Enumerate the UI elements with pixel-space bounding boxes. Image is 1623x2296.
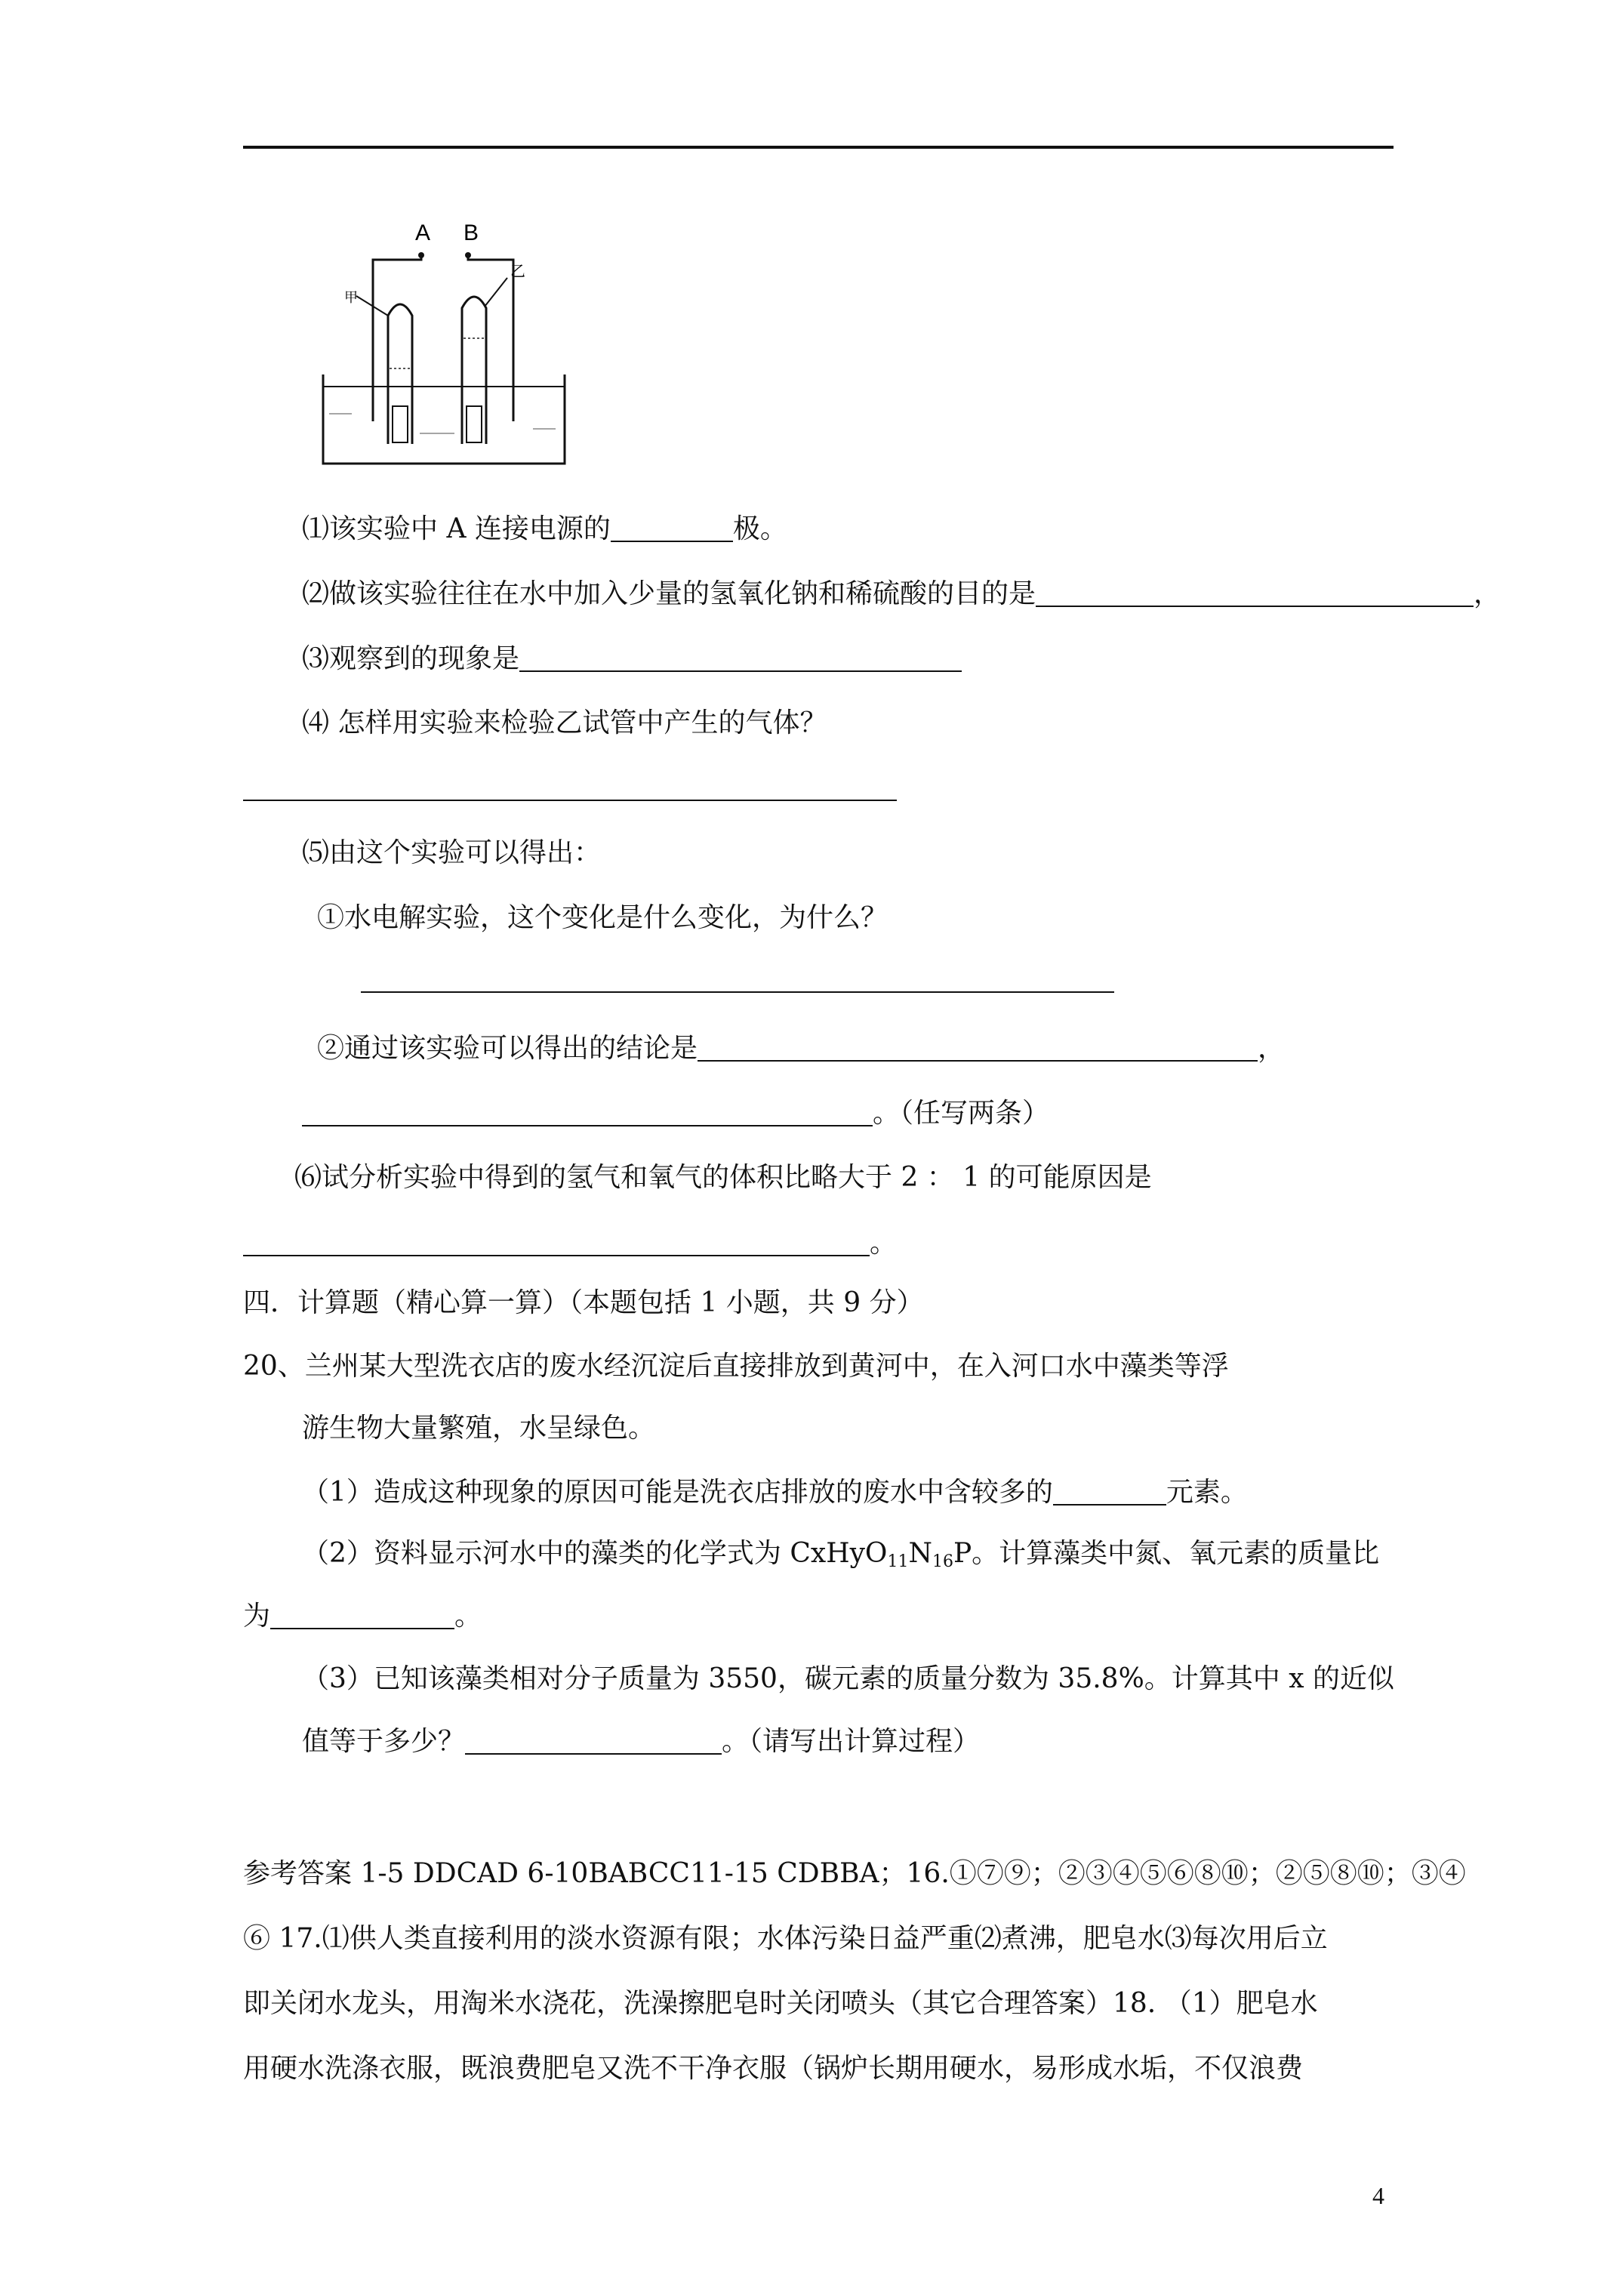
q19-part6-answer [243,1225,897,1262]
q19-part2-text: ⑵做该实验往往在水中加入少量的氢氧化钠和稀硫酸的目的是 [302,578,1036,609]
label-yi: 乙 [510,262,525,280]
tube-yi [462,297,486,444]
q20-part2-line2-tail: 。 [454,1601,482,1632]
q20-part3-blank[interactable] [465,1723,722,1755]
q19-part5-1-answer-line[interactable] [361,991,1114,993]
q20-part3-line2-text: 值等于多少？ [302,1726,466,1757]
answers-line-2-text: ⑥ 17.⑴供人类直接利用的淡水资源有限；水体污染日益严重⑵煮沸，肥皂水⑶每次用后立 [243,1923,1328,1954]
water-trough [323,374,565,464]
q20-stem-1 [243,1348,1229,1385]
q19-part5-text: ⑸由这个实验可以得出： [302,837,602,868]
q19-part5-2b-tail: 。（任写两条） [873,1098,1050,1129]
answers-line-2 [243,1921,1328,1957]
label-b: B [463,220,479,245]
q19-part2-blank[interactable] [1036,575,1474,607]
q19-part4-answer-line[interactable] [243,800,897,801]
section4-heading-text: 四．计算题（精心算一算）（本题包括 1 小题，共 9 分） [243,1287,924,1318]
answers-line-3 [243,1986,1318,2022]
q20-part3-line2-tail: 。（请写出计算过程） [722,1726,981,1757]
q20-part1-tail: 元素。 [1166,1477,1248,1508]
q19-part1-text: ⑴该实验中 A 连接电源的 [302,513,611,544]
q19-part2-tail: ， [1474,578,1501,609]
answers-line-3-text: 即关闭水龙头，用淘米水浇花，洗澡擦肥皂时关闭喷头（其它合理答案）18. （1）肥皂水 [243,1988,1318,2019]
q19-part3-text: ⑶观察到的现象是 [302,643,520,674]
q19-part4 [302,705,827,741]
page-number: 4 [1372,2182,1384,2209]
q19-part5-2-text: ②通过该实验可以得出的结论是 [317,1033,698,1064]
q20-stem-2-text: 游生物大量繁殖，水呈绿色。 [302,1413,656,1444]
q19-part1 [302,510,787,547]
pointer-yi [485,278,507,307]
label-a: A [415,220,431,245]
q19-part5-1-text: ①水电解实验，这个变化是什么变化，为什么？ [317,902,888,933]
q20-formula-n: N [908,1538,932,1569]
q20-stem-2 [302,1410,655,1447]
q20-part1-text: （1）造成这种现象的原因可能是洗衣店排放的废水中含较多的 [302,1477,1053,1508]
q19-part5-2-blank[interactable] [698,1030,1258,1062]
header-rule [243,146,1394,149]
q19-part6-text: ⑹试分析实验中得到的氢气和氧气的体积比略大于 2 ： 1 的可能原因是 [294,1162,1152,1193]
q20-part2-tail: P。计算藻类中氮、氧元素的质量比 [953,1538,1380,1569]
q19-part5 [302,835,601,871]
answers-line-1 [243,1856,1466,1892]
q20-part2-line2-text: 为 [243,1601,271,1632]
q19-part5-2b-blank[interactable] [302,1095,873,1126]
answers-line-4 [243,2051,1303,2087]
q20-part2-blank[interactable] [270,1598,454,1629]
q20-part3-line2 [302,1723,980,1760]
label-jia: 甲 [344,290,358,306]
q20-part1 [302,1474,1248,1511]
q20-stem-1-text: 20、兰州某大型洗衣店的废水经沉淀后直接排放到黄河中，在入河口水中藻类等浮 [243,1351,1229,1382]
electrode-jia [393,406,408,442]
q19-part5-2 [317,1030,1285,1067]
q19-part2 [302,575,1501,612]
q19-part5-1 [317,900,888,936]
q19-part6-blank[interactable] [243,1225,870,1256]
wire-a [373,255,421,421]
tube-jia [388,304,412,444]
q20-part3 [302,1661,1394,1697]
answers-line-4-text: 用硬水洗涤衣服，既浪费肥皂又洗不干净衣服（锅炉长期用硬水，易形成水垢，不仅浪费 [243,2053,1304,2084]
q19-part1-tail: 极。 [732,513,787,544]
q20-formula-sub-n: 16 [932,1552,953,1571]
q19-part3-blank[interactable] [519,640,962,672]
q20-formula-sub-o: 11 [887,1552,909,1571]
q19-part6-tail: 。 [870,1228,898,1259]
q19-part3 [302,640,962,677]
q20-part3-text: （3）已知该藻类相对分子质量为 3550，碳元素的质量分数为 35.8%。计算其中 x 的近似 [302,1663,1394,1694]
section4-heading [243,1285,924,1321]
q20-part1-blank[interactable] [1053,1474,1166,1505]
electrolysis-apparatus-diagram [314,217,586,474]
electrode-yi [467,406,482,442]
q20-part2 [302,1536,1379,1572]
q19-part5-2b [302,1095,1049,1132]
q20-part2-text: （2）资料显示河水中的藻类的化学式为 CxHyO [302,1538,888,1569]
q19-part4-text: ⑷ 怎样用实验来检验乙试管中产生的气体？ [302,707,827,738]
q19-part1-blank[interactable] [611,510,733,542]
q19-part5-2-tail: ， [1258,1033,1286,1064]
q19-part6 [294,1160,1152,1196]
q20-part2-line2 [243,1598,482,1635]
answers-line-1-text: 参考答案 1-5 DDCAD 6-10BABCC11-15 CDBBA；16.①⑦⑨；②③④⑤⑥⑧⑩；②⑤⑧⑩；③④ [243,1858,1466,1889]
